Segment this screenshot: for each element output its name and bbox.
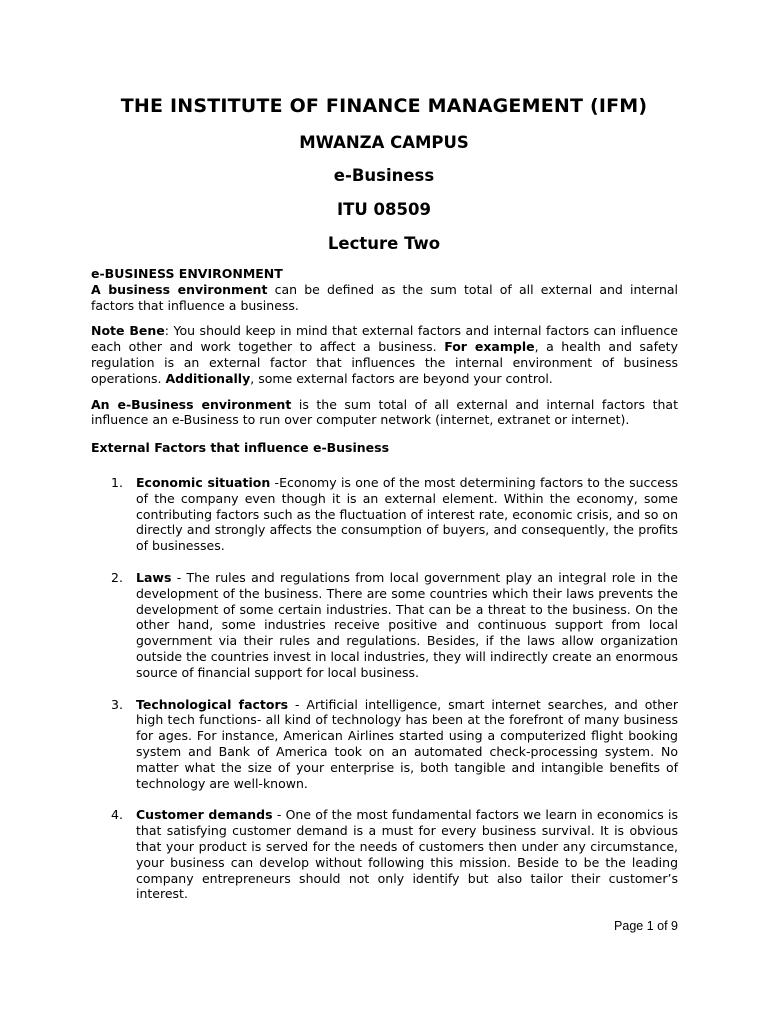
list-item-number: 4. — [111, 807, 123, 823]
list-item — [91, 697, 678, 792]
list-item-number: 2. — [111, 569, 123, 585]
campus-heading: MWANZA CAMPUS — [299, 133, 469, 152]
business-environment-definition — [91, 282, 678, 314]
list-item-text: -Economy is one of the most determining factors to the success of the company even though it is an external element. Within the economy, some contributing factors such as the fluctuation of interest rate, economic crisis, and so on directly and strongly affects the consumption of buyers, and consequently, the profits of businesses. — [136, 474, 678, 554]
list-item — [91, 807, 678, 902]
list-item — [91, 475, 678, 554]
ebusiness-term: An e-Business environment — [91, 396, 292, 412]
list-item-number: 3. — [111, 696, 123, 712]
note-additionally-label: Additionally — [165, 370, 251, 386]
ebusiness-environment-definition — [91, 397, 678, 429]
course-code-heading: ITU 08509 — [337, 200, 431, 219]
list-item-text: - Artificial intelligence, smart internet searches, and other high tech functions- all kind of technology has been at the forefront of many business for ages. For instance, American Airlines started using a computerized flight booking system and Bank of America took on an automated check-processing system. No matter what the size of your enterprise is, both tangible and intangible benefits of technology are well-known. — [136, 696, 678, 791]
list-item-number: 1. — [111, 474, 123, 490]
note-text-1: : You should keep in mind that external factors and internal factors can influence each other and work together to affect a business. — [91, 323, 678, 355]
note-example-label: For example — [444, 339, 535, 355]
list-item-text: - The rules and regulations from local government play an integral role in the development of the business. There are some countries which their laws prevents the development of some certain industries. That can be a threat to the business. On the other hand, some industries receive positive and continuous support from local government via their rules and regulations. Besides, if the laws allow organization outside the countries invest in local industries, they will indirectly create an enormous source of financial support for local business. — [136, 569, 678, 680]
list-item-title: Technological factors — [136, 696, 289, 712]
external-factors-list — [91, 475, 678, 902]
definition-text: can be defined as the sum total of all external and internal factors that influence a business. — [91, 281, 678, 313]
institution-title: THE INSTITUTE OF FINANCE MANAGEMENT (IFM) — [120, 95, 648, 117]
section-heading: e-BUSINESS ENVIRONMENT — [91, 266, 283, 281]
list-heading: External Factors that influence e-Business — [91, 440, 390, 456]
note-text-2: , a health and safety regulation is an external factor that influences the internal environment of business operations. — [91, 339, 678, 386]
list-item-title: Economic situation — [136, 474, 271, 490]
lecture-heading: Lecture Two — [327, 234, 441, 253]
list-item-title: Laws — [136, 569, 172, 585]
list-item-text: - One of the most fundamental factors we learn in economics is that satisfying customer demand is a must for every business survival. It is obvious that your product is served for the needs of customers then under any circumstance, your business can develop without following this mission. Beside to be the leading company entrepreneurs should not only identify but also tailor their customer’s interest. — [136, 807, 678, 902]
list-item-title: Customer demands — [136, 807, 273, 823]
list-item — [91, 570, 678, 681]
note-bene-paragraph — [91, 323, 678, 386]
note-text-3: , some external factors are beyond your control. — [250, 370, 553, 386]
ebusiness-text: is the sum total of all external and internal factors that influence an e-Business to run over computer network (internet, extranet or internet). — [91, 396, 678, 428]
page-number: Page 1 of 9 — [614, 919, 678, 933]
note-label: Note Bene — [91, 323, 165, 339]
document-body — [91, 266, 678, 918]
definition-term: A business environment — [91, 281, 268, 297]
course-heading: e-Business — [333, 166, 435, 185]
